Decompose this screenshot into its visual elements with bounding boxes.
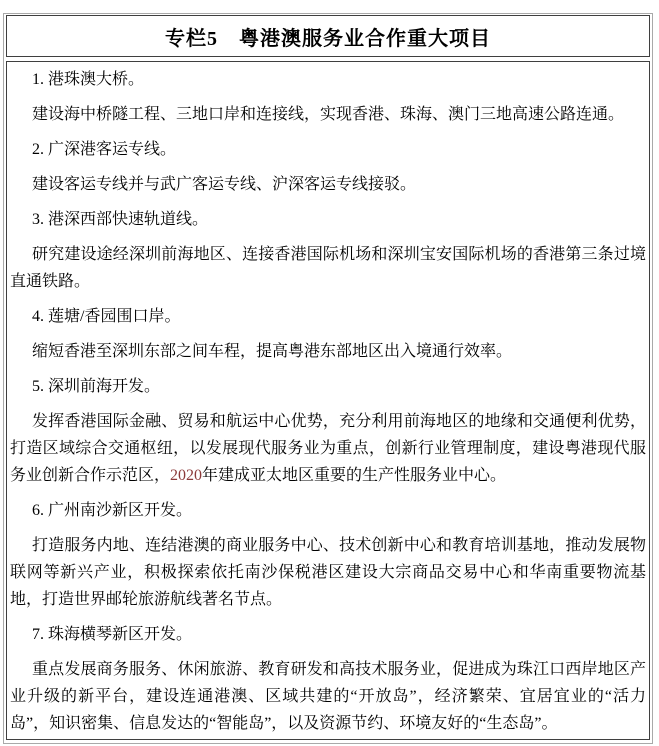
column-panel (3, 13, 653, 744)
item-5-body-pre: 发挥香港国际金融、贸易和航运中心优势，充分利用前海地区的地缘和交通便利优势，打造区域综合交通枢纽，以发展现代服务业为重点，创新行业管理制度，建设粤港现代服务业创新合作示范区， (10, 413, 646, 484)
panel-title-box (6, 15, 650, 57)
item-6-heading: 6. 广州南沙新区开发。 (32, 502, 193, 519)
item-4-heading: 4. 莲塘/香园围口岸。 (32, 308, 181, 325)
item-6-body: 打造服务内地、连结港澳的商业服务中心、技术创新中心和教育培训基地，推动发展物联网等新兴产业，积极探索依托南沙保税港区建设大宗商品交易中心和华南重要物流基地，打造世界邮轮旅游航线著名节点。 (10, 537, 646, 608)
item-5-body-post: 年建成亚太地区重要的生产性服务业中心。 (202, 467, 507, 484)
item-4-body: 缩短香港至深圳东部之间车程，提高粤港东部地区出入境通行效率。 (32, 343, 513, 360)
item-7-body: 重点发展商务服务、休闲旅游、教育研发和高技术服务业，促进成为珠江口西岸地区产业升级的新平台，建设连通港澳、区域共建的“开放岛”，经济繁荣、宜居宜业的“活力岛”，知识密集、信息发达的“智能岛”，以及资源节约、环境友好的“生态岛”。 (10, 661, 646, 732)
item-7-heading: 7. 珠海横琴新区开发。 (32, 626, 193, 643)
item-1-heading: 1. 港珠澳大桥。 (32, 71, 145, 88)
item-3-heading: 3. 港深西部快速轨道线。 (32, 211, 209, 228)
item-2-heading: 2. 广深港客运专线。 (32, 141, 177, 158)
panel-title: 专栏5 粤港澳服务业合作重大项目 (165, 27, 491, 50)
panel-body (6, 61, 650, 740)
item-5-body (10, 408, 646, 489)
item-5-year: 2020 (170, 467, 203, 484)
item-1-body: 建设海中桥隧工程、三地口岸和连接线，实现香港、珠海、澳门三地高速公路连通。 (32, 106, 625, 123)
item-3-body: 研究建设途经深圳前海地区、连接香港国际机场和深圳宝安国际机场的香港第三条过境直通铁路。 (10, 246, 646, 290)
item-2-body: 建设客运专线并与武广客运专线、沪深客运专线接驳。 (32, 176, 417, 193)
item-5-heading: 5. 深圳前海开发。 (32, 378, 161, 395)
